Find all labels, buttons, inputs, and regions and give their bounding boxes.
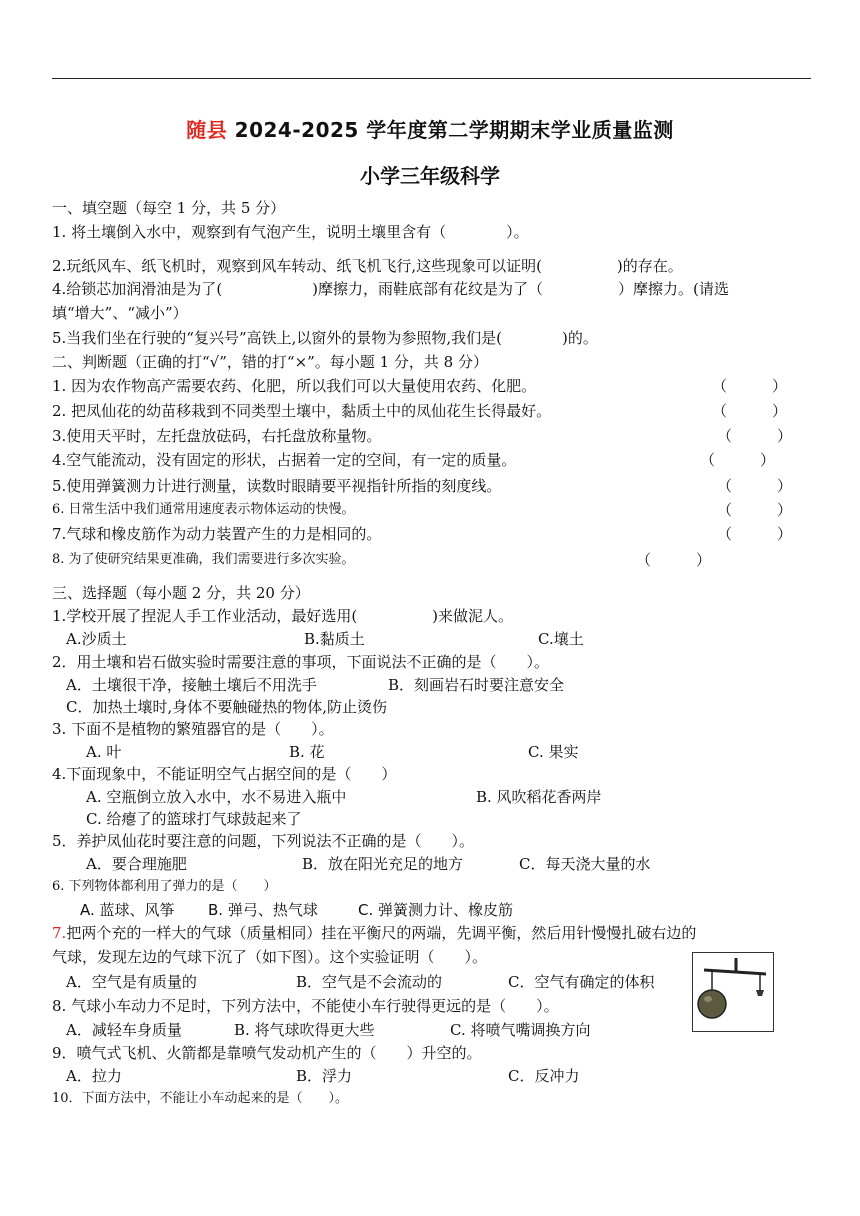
- s3-q2-option-b: B．刻画岩石时要注意安全: [388, 676, 565, 694]
- s3-q4-option-c: C. 给瘪了的篮球打气球鼓起来了: [86, 810, 302, 828]
- s3-question-8: 8. 气球小车动力不足时，下列方法中，不能使小车行驶得更远的是（ ）。: [52, 997, 559, 1015]
- s3-q8-option-a: A．减轻车身质量: [66, 1021, 182, 1039]
- s2-item-2: 2. 把凤仙花的幼苗移栽到不同类型土壤中，黏质土中的凤仙花生长得最好。: [52, 402, 552, 420]
- s3-question-7-cont: 气球，发现左边的气球下沉了（如下图）。这个实验证明（ ）。: [52, 948, 488, 966]
- s3-q7-option-c: C．空气有确定的体积: [508, 973, 655, 991]
- s3-q5-option-c: C．每天浇大量的水: [519, 855, 651, 873]
- s3-q6-option-a: A. 蓝球、风筝: [80, 901, 175, 919]
- answer-paren: （ ）: [717, 427, 793, 445]
- s2-item-6: 6. 日常生活中我们通常用速度表示物体运动的快慢。: [52, 502, 355, 517]
- s2-item-7: 7.气球和橡皮筋作为动力装置产生的力是相同的。: [52, 525, 382, 543]
- s3-q7-text: 把两个充的一样大的气球（质量相同）挂在平衡尺的两端，先调平衡，然后用针慢慢扎破右边的: [66, 924, 697, 942]
- s1-question-5: 5.当我们坐在行驶的“复兴号”高铁上,以窗外的景物为参照物,我们是( )的。: [52, 329, 598, 347]
- s1-question-4: 4.给锁芯加润滑油是为了( )摩擦力，雨鞋底部有花纹是为了（ ）摩擦力。(请选: [52, 280, 729, 298]
- s3-q1-option-b: B.黏质土: [304, 630, 365, 648]
- title-text: 2024-2025 学年度第二学期期末学业质量监测: [227, 118, 674, 142]
- s2-item-8: 8. 为了使研究结果更准确，我们需要进行多次实验。: [52, 552, 355, 567]
- s2-item-3: 3.使用天平时，左托盘放砝码，右托盘放称量物。: [52, 427, 382, 445]
- page-subtitle: 小学三年级科学: [360, 164, 500, 188]
- s3-q6-option-c: C. 弹簧测力计、橡皮筋: [358, 901, 514, 919]
- answer-paren: （ ）: [712, 402, 788, 420]
- s3-q9-option-c: C．反冲力: [508, 1067, 580, 1085]
- answer-paren: （ ）: [717, 501, 793, 519]
- s3-q2-option-c: C．加热土壤时,身体不要触碰热的物体,防止烫伤: [66, 698, 388, 716]
- s3-q3-option-c: C. 果实: [528, 743, 579, 761]
- page-title: [0, 114, 860, 143]
- s3-q2-option-a: A．土壤很干净，接触土壤后不用洗手: [66, 676, 317, 694]
- balance-balloon-figure: [692, 952, 774, 1032]
- top-rule: [52, 78, 811, 79]
- answer-paren: （ ）: [712, 377, 788, 395]
- s3-q8-option-c: C. 将喷气嘴调换方向: [450, 1021, 591, 1039]
- answer-paren: （ ）: [636, 551, 712, 569]
- s3-q9-option-b: B．浮力: [296, 1067, 353, 1085]
- s2-item-1: 1. 因为农作物高产需要农药、化肥，所以我们可以大量使用农药、化肥。: [52, 377, 537, 395]
- answer-paren: （ ）: [700, 451, 776, 469]
- s1-question-2: 2.玩纸风车、纸飞机时，观察到风车转动、纸飞机飞行,这些现象可以证明( )的存在。: [52, 257, 683, 275]
- s3-q7-option-a: A．空气是有质量的: [66, 973, 197, 991]
- s3-q8-option-b: B. 将气球吹得更大些: [234, 1021, 375, 1039]
- s3-q3-option-b: B. 花: [289, 743, 325, 761]
- section3-heading: 三、选择题（每小题 2 分，共 20 分）: [52, 584, 310, 602]
- s3-question-3: 3. 下面不是植物的繁殖器官的是（ ）。: [52, 720, 334, 738]
- answer-paren: （ ）: [717, 477, 793, 495]
- answer-paren: （ ）: [717, 525, 793, 543]
- s3-q1-option-a: A.沙质土: [66, 630, 127, 648]
- s2-item-4: 4.空气能流动，没有固定的形状，占据着一定的空间，有一定的质量。: [52, 451, 517, 469]
- s3-question-5: 5．养护凤仙花时要注意的问题，下列说法不正确的是（ ）。: [52, 832, 475, 850]
- s3-question-7: [52, 923, 696, 943]
- s3-question-2: 2．用土壤和岩石做实验时需要注意的事项，下面说法不正确的是（ ）。: [52, 653, 550, 671]
- section1-heading: 一、填空题（每空 1 分，共 5 分）: [52, 199, 286, 217]
- s3-question-1: 1.学校开展了捏泥人手工作业活动，最好选用( )来做泥人。: [52, 607, 514, 625]
- s3-q4-option-a: A. 空瓶倒立放入水中，水不易进入瓶中: [86, 788, 347, 806]
- s3-q4-option-b: B. 风吹稻花香两岸: [476, 788, 602, 806]
- section2-heading: 二、判断题（正确的打“√”，错的打“×”。每小题 1 分，共 8 分）: [52, 353, 488, 371]
- s2-item-5: 5.使用弹簧测力计进行测量，读数时眼睛要平视指针所指的刻度线。: [52, 477, 502, 495]
- s3-question-9: 9．喷气式飞机、火箭都是靠喷气发动机产生的（ ）升空的。: [52, 1044, 482, 1062]
- s3-question-6: 6. 下列物体都利用了弹力的是（ ）: [52, 879, 277, 894]
- s3-q3-option-a: A. 叶: [86, 743, 122, 761]
- county-name: 随县: [186, 118, 228, 142]
- s3-question-10: 10．下面方法中，不能让小车动起来的是（ ）。: [52, 1091, 349, 1106]
- s3-question-4: 4.下面现象中，不能证明空气占据空间的是（ ）: [52, 765, 397, 783]
- s3-q1-option-c: C.壤土: [538, 630, 584, 648]
- s1-question-4-note: 填“增大”、“减小”）: [52, 304, 188, 322]
- s3-q7-option-b: B．空气是不会流动的: [296, 973, 443, 991]
- s3-q5-option-b: B．放在阳光充足的地方: [302, 855, 464, 873]
- s1-question-1: 1. 将土壤倒入水中，观察到有气泡产生，说明土壤里含有（ ）。: [52, 223, 529, 241]
- s3-q9-option-a: A．拉力: [66, 1067, 122, 1085]
- s3-q6-option-b: B. 弹弓、热气球: [208, 901, 318, 919]
- s3-q5-option-a: A．要合理施肥: [86, 855, 187, 873]
- s3-q7-number: 7.: [52, 924, 67, 942]
